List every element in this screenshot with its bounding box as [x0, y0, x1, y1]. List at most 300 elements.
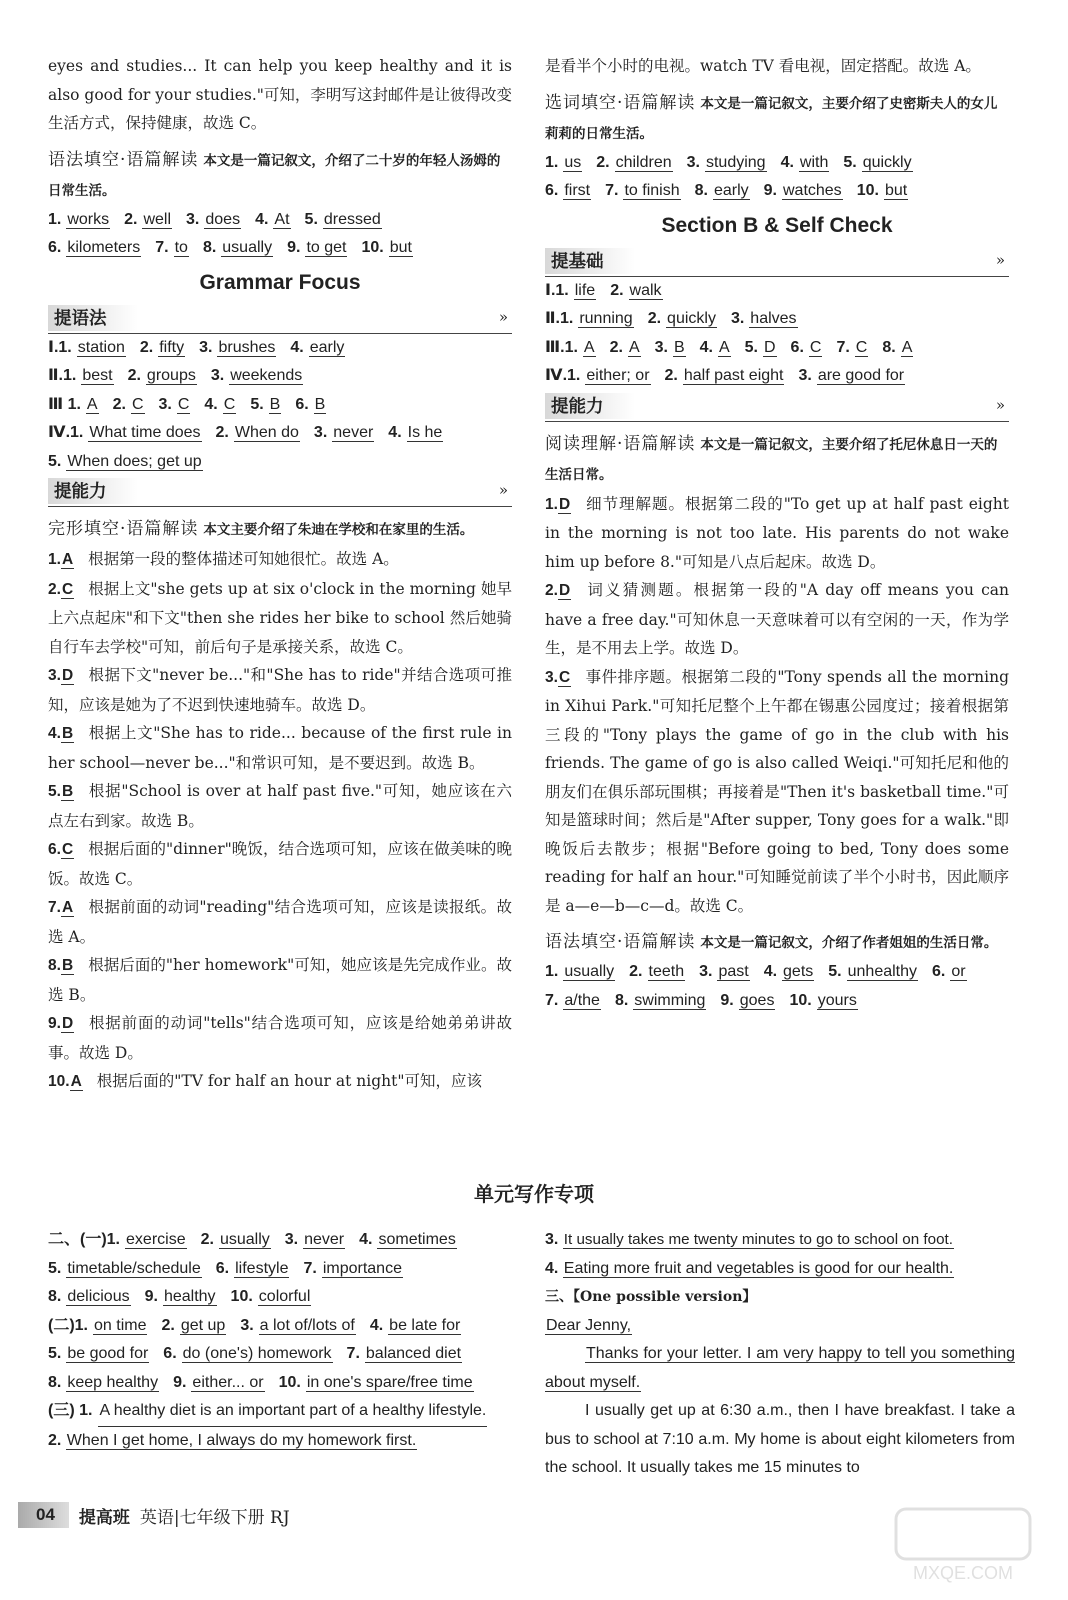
answer-item — [347, 1345, 463, 1362]
item-number: 2. — [161, 1316, 175, 1334]
item-number: 4. — [369, 1316, 384, 1334]
word-fill-intro — [545, 89, 1009, 149]
double-chevron-icon: » — [498, 307, 508, 326]
double-chevron-icon: » — [498, 481, 508, 499]
answer-text: on time — [94, 1316, 147, 1334]
answer-item — [48, 239, 141, 256]
intro-label: 语法填空·语篇解读 — [545, 932, 696, 952]
grammar-fill2-intro — [545, 928, 1009, 958]
item-number: 6. — [545, 182, 559, 199]
answer-text: does — [205, 210, 241, 228]
answer-text: colorful — [258, 1288, 311, 1305]
answer-item — [545, 992, 601, 1009]
sentence-text: Eating more fruit and vegetables is good for our health. — [563, 1259, 954, 1277]
answer-item — [295, 396, 326, 413]
explanation-text: 词义猜测题。根据第一段的"A day off means you can have a free day."可知休息一天意味着可以有空闲的一天，作为学生，是不用去上学。故选 D。 — [545, 581, 1009, 657]
item-number: 5. — [250, 395, 264, 413]
bar-label: 提语法 — [54, 308, 107, 329]
item-number: 2. — [664, 367, 678, 384]
answer-item — [48, 1345, 149, 1362]
answer-item — [250, 396, 281, 413]
reading-items — [545, 490, 1009, 921]
sentence-text: A healthy diet is an important part of a healthy lifestyle. — [98, 1397, 487, 1427]
answer-item — [128, 367, 197, 384]
answer-item — [231, 1288, 312, 1305]
answer-text: A — [628, 338, 640, 356]
answer-row — [48, 1283, 518, 1312]
section-bar — [545, 248, 1009, 277]
item-number: 2. — [124, 210, 138, 228]
item-number: 2. — [596, 153, 610, 171]
item-number: Ⅱ.1. — [545, 310, 574, 327]
item-number: 8. — [614, 991, 629, 1009]
answer-text: quickly — [667, 310, 716, 327]
item-number: 2. — [545, 582, 558, 599]
item-number: 4. — [545, 1259, 559, 1277]
answer-item — [932, 963, 967, 980]
answer-item — [828, 963, 918, 980]
answer-letter: C — [61, 580, 74, 598]
answer-item — [359, 1231, 457, 1248]
answer-row — [48, 1369, 518, 1398]
answer-item — [655, 339, 686, 356]
answer-item — [48, 453, 203, 470]
answer-letter: C — [61, 841, 74, 858]
answer-text: children — [615, 153, 672, 171]
sentence-text: It usually takes me twenty minutes to go to school on foot. — [563, 1231, 953, 1248]
explanation-text: 根据上文"she gets up at six o'clock in the morning 她早上六点起床"和下文"then she rides her bike to school 然后她骑自行车去学校"可知，前后句子是承接关系，故选 C。 — [48, 579, 512, 656]
answer-text: D — [763, 338, 776, 356]
item-number: Ⅲ.1. — [545, 338, 578, 356]
answer-text: A — [718, 338, 730, 356]
answer-text: dressed — [323, 210, 381, 228]
explanation-item — [48, 661, 512, 719]
item-number: 3. — [730, 310, 745, 327]
answer-row — [545, 305, 1009, 334]
answer-row — [545, 177, 1009, 206]
answer-letter: B — [61, 783, 74, 800]
item-number: 10. — [789, 991, 812, 1009]
explanation-item — [48, 1009, 512, 1067]
book-info: 英语|七年级下册 RJ — [139, 1507, 290, 1528]
double-chevron-icon: » — [995, 395, 1005, 414]
answer-item — [48, 424, 202, 441]
item-number: 9. — [763, 182, 777, 199]
item-number: 5. — [48, 1345, 62, 1362]
item-number: 1. — [545, 495, 558, 513]
answer-item — [843, 154, 912, 171]
item-number: 6. — [48, 841, 61, 858]
item-number: 7. — [155, 239, 169, 256]
answer-item — [687, 154, 767, 171]
item-number: 3. — [284, 1231, 299, 1248]
item-number: 4. — [780, 153, 794, 171]
answer-text: lifestyle — [235, 1259, 289, 1277]
answer-text: get up — [180, 1316, 226, 1334]
answer-text: C — [223, 395, 236, 413]
intro-label: 选词填空·语篇解读 — [545, 92, 696, 113]
answer-item — [370, 1317, 462, 1334]
item-number: 3. — [798, 367, 812, 384]
cloze-intro — [48, 515, 512, 545]
item-number: 3. — [313, 424, 328, 441]
answer-text: C — [855, 338, 868, 356]
explanation-text: 根据"School is over at half past five."可知，她应该在六点左右到家。故选 B。 — [48, 782, 512, 830]
answer-text: importance — [322, 1259, 402, 1277]
answer-text: goes — [739, 991, 775, 1009]
sentence-answer — [545, 1226, 1015, 1255]
answer-row — [545, 987, 1009, 1016]
answer-item — [545, 310, 634, 327]
item-number: 3. — [545, 668, 558, 686]
answer-text: delicious — [67, 1288, 130, 1305]
item-number: 2. — [215, 424, 229, 441]
item-number: 3. — [240, 1316, 254, 1334]
answer-text: works — [67, 210, 110, 228]
answer-item — [764, 963, 815, 980]
answer-item — [545, 367, 651, 384]
item-number: 8. — [48, 1373, 62, 1391]
item-number: (二)1. — [48, 1316, 89, 1334]
answer-item — [216, 1260, 290, 1277]
answer-item — [695, 182, 750, 199]
answer-text: studying — [705, 153, 766, 171]
answer-item — [545, 963, 615, 980]
answer-text: B — [673, 338, 685, 356]
item-number: 8. — [882, 338, 896, 356]
answer-text: usually — [222, 239, 273, 256]
greeting-text: Dear Jenny, — [546, 1316, 632, 1334]
item-number: 5. — [48, 1259, 62, 1277]
item-number: 5. — [828, 963, 842, 980]
answer-item — [798, 367, 905, 384]
answer-text: to finish — [624, 182, 680, 199]
answer-text: healthy — [163, 1288, 216, 1305]
item-number: Ⅰ.1. — [48, 338, 72, 356]
bar-label: 提能力 — [551, 396, 604, 417]
intro-text: 本文是一篇记叙文，介绍了作者姐姐的生活日常。 — [700, 935, 998, 951]
answer-text: either; or — [586, 367, 650, 384]
answer-text: usually — [219, 1231, 270, 1248]
answer-item — [745, 339, 777, 356]
answer-item — [159, 396, 191, 413]
answer-text: B — [269, 395, 281, 413]
sentence-answer — [48, 1427, 518, 1456]
writing-right-column — [545, 1226, 1015, 1483]
answer-item — [285, 1231, 345, 1248]
item-number: 6. — [163, 1345, 177, 1362]
answer-item — [699, 963, 750, 980]
answer-row — [545, 958, 1009, 987]
answer-letter: B — [61, 725, 74, 742]
item-number: 4. — [359, 1231, 373, 1248]
answer-text: to get — [306, 239, 347, 256]
answer-text: halves — [750, 310, 797, 327]
answer-text: to — [174, 239, 188, 256]
answer-row — [545, 362, 1009, 391]
item-number: 4. — [388, 424, 402, 441]
answer-item — [610, 282, 662, 299]
explanation-item — [545, 663, 1009, 921]
brand-label: 提高班 — [78, 1507, 130, 1528]
answer-row — [48, 1340, 518, 1369]
explanation-item — [545, 490, 1009, 577]
item-number: 9. — [287, 239, 301, 256]
answer-text: early — [713, 182, 749, 199]
item-number: 4. — [204, 395, 218, 413]
answer-item — [186, 211, 241, 228]
explanation-item — [48, 719, 512, 777]
answer-item — [731, 310, 798, 327]
answer-text: walk — [629, 281, 662, 299]
answer-row — [545, 149, 1009, 178]
answer-text: groups — [146, 367, 196, 384]
answer-item — [240, 1317, 356, 1334]
cloze-items — [48, 545, 512, 1097]
answer-item — [764, 182, 843, 199]
item-number: 5. — [744, 338, 758, 356]
answer-text: running — [579, 310, 633, 327]
item-number: 2. — [610, 281, 624, 299]
sentence-answer — [545, 1255, 1015, 1284]
explanation-text: 细节理解题。根据第二段的"To get up at half past eight in the morning is not too late. His parents do not wake him up before 8."可知是八点后起床。故选 D。 — [545, 494, 1009, 571]
item-number: 2. — [609, 338, 623, 356]
item-number: 7. — [545, 991, 559, 1009]
answer-text: A — [901, 338, 913, 356]
answer-item — [216, 424, 300, 441]
item-number: 3. — [699, 963, 713, 980]
answer-item — [48, 367, 114, 384]
answer-text: swimming — [634, 991, 706, 1009]
item-number: 5. — [843, 153, 857, 171]
answer-text: balanced diet — [365, 1345, 462, 1362]
explanation-text: 根据后面的"TV for half an hour at night"可知，应该 — [96, 1072, 482, 1090]
answer-item — [124, 211, 172, 228]
item-number: 2. — [629, 963, 643, 980]
answer-text: usually — [564, 963, 615, 980]
item-number: 7. — [346, 1345, 360, 1362]
item-number: 7. — [303, 1259, 317, 1277]
sentence-text: When I get home, I always do my homework first. — [66, 1431, 417, 1449]
item-number: 6. — [215, 1259, 230, 1277]
answer-item — [204, 396, 236, 413]
item-number: 4. — [763, 963, 778, 980]
answer-item — [48, 1317, 147, 1334]
item-number: 2. — [112, 395, 126, 413]
answer-item — [665, 367, 785, 384]
explanation-item — [48, 1067, 512, 1097]
item-number: Ⅲ 1. — [48, 395, 81, 413]
answer-text: keep healthy — [67, 1373, 159, 1391]
answer-item — [781, 154, 830, 171]
item-number: 10. — [278, 1373, 301, 1391]
item-number: 6. — [295, 395, 309, 413]
answer-row — [48, 391, 512, 420]
explanation-text: 根据前面的动词"tells"结合选项可知，应该是给她弟弟讲故事。故选 D。 — [48, 1014, 512, 1062]
answer-text: sometimes — [378, 1231, 456, 1248]
answer-item — [629, 963, 685, 980]
reading-intro — [545, 430, 1009, 490]
answer-text: or — [951, 963, 966, 980]
section-title-grammar-focus: Grammar Focus — [199, 270, 361, 294]
answer-item — [199, 339, 276, 356]
item-number: Ⅳ.1. — [545, 367, 581, 384]
item-number: 2. — [200, 1231, 214, 1248]
answer-item — [648, 310, 717, 327]
answer-item — [161, 1317, 226, 1334]
item-number: 5. — [304, 210, 318, 228]
item-number: 10. — [361, 239, 384, 256]
answer-row — [545, 277, 1009, 306]
answer-row — [48, 234, 512, 263]
item-number: 10. — [856, 182, 879, 199]
intro-text: 本文主要介绍了朱迪在学校和在家里的生活。 — [203, 522, 474, 538]
answer-text: When do — [234, 424, 299, 441]
answer-text: unhealthy — [847, 963, 918, 980]
item-number: 9. — [144, 1288, 158, 1305]
item-number: 二、(一)1. — [48, 1231, 121, 1248]
answer-item — [882, 339, 913, 356]
explanation-item — [545, 576, 1009, 663]
item-number: 5. — [48, 783, 61, 800]
answer-text: timetable/schedule — [67, 1259, 201, 1277]
answer-text: be good for — [67, 1345, 149, 1362]
answer-letter: D — [61, 1015, 74, 1032]
answer-text: are good for — [817, 367, 905, 384]
intro-text: 本文是一篇记叙文，主要介绍了托尼休息日一天的生活日常。 — [545, 436, 998, 483]
item-number: 3. — [210, 367, 225, 384]
item-number: 2. — [48, 1431, 62, 1449]
answer-item — [203, 239, 273, 256]
item-number: 1. — [545, 153, 559, 171]
answer-item — [303, 1260, 403, 1277]
answer-item — [145, 1288, 217, 1305]
answer-text: yours — [817, 991, 857, 1009]
answer-item — [48, 1374, 159, 1391]
item-number: 3. — [158, 395, 172, 413]
answer-item — [48, 1260, 202, 1277]
item-number: 4. — [48, 725, 61, 742]
intro-label: 阅读理解·语篇解读 — [545, 433, 696, 454]
item-number: 7. — [836, 338, 850, 356]
answer-row — [48, 1255, 518, 1284]
item-number: 3. — [686, 153, 700, 171]
item-number: 4. — [255, 210, 269, 228]
item-number: 6. — [790, 338, 804, 356]
answer-item — [173, 1374, 265, 1391]
answer-letter: A — [70, 1073, 82, 1090]
answer-text: B — [314, 395, 326, 413]
answer-item — [48, 1288, 131, 1305]
answer-text: never — [304, 1231, 345, 1248]
item-number: Ⅰ.1. — [545, 281, 569, 299]
letter-greeting — [545, 1312, 1015, 1341]
answer-item — [596, 154, 672, 171]
right-continued-paragraph: 是看半个小时的电视。watch TV 看电视，固定搭配。故选 A。 — [545, 57, 981, 75]
answer-text: C — [177, 395, 190, 413]
answer-text: When does; get up — [67, 452, 202, 470]
item-number: 9. — [720, 991, 734, 1009]
answer-item — [545, 339, 596, 356]
answer-letter: D — [558, 495, 571, 513]
answer-item — [314, 424, 374, 441]
answer-text: gets — [783, 963, 814, 980]
section-bar — [48, 305, 512, 334]
answer-item — [700, 339, 731, 356]
intro-text: 本文是一篇记叙文，介绍了二十岁的年轻人汤姆的日常生活。 — [48, 152, 501, 199]
writing-section-title: 单元写作专项 — [474, 1182, 594, 1206]
item-number: 3. — [545, 1231, 559, 1248]
letter-paragraph-2: I usually get up at 6:30 a.m., then I have breakfast. I take a bus to school at 7:10 a.m. My home is about eight kilometers from the school. It usually takes me 15 minutes to — [545, 1402, 1015, 1476]
answer-row — [48, 334, 512, 363]
section-bar — [545, 393, 1009, 422]
answer-row — [48, 1226, 518, 1255]
explanation-text: 根据后面的"her homework"可知，她应该是先完成作业。故选 B。 — [48, 956, 512, 1004]
answer-text: C — [809, 338, 822, 356]
answer-letter: A — [61, 899, 74, 916]
answer-text: either... or — [192, 1373, 264, 1391]
item-number: 2. — [127, 367, 141, 384]
item-number: 3. — [186, 210, 200, 228]
explanation-item — [48, 777, 512, 835]
item-number: 3. — [654, 338, 668, 356]
left-continued-paragraph: eyes and studies... It can help you keep healthy and it is also good for your studies."可知，李明写这封邮件是让彼得改变生活方式，保持健康，故选 C。 — [48, 57, 512, 132]
answer-item — [545, 154, 582, 171]
item-number: 1. — [545, 963, 559, 980]
writing-left-column — [48, 1226, 518, 1455]
answer-text: but — [884, 182, 908, 199]
answer-text: well — [143, 210, 172, 228]
item-number: 6. — [932, 963, 946, 980]
answer-letter: D — [558, 582, 571, 599]
item-number: 7. — [605, 182, 619, 199]
answer-text: kilometers — [67, 239, 141, 256]
answer-letter: D — [61, 667, 74, 684]
answer-item — [361, 239, 413, 256]
answer-text: never — [333, 424, 374, 441]
intro-text: 本文是一篇记叙文，主要介绍了史密斯夫人的女儿莉莉的日常生活。 — [545, 95, 998, 142]
answer-letter: A — [61, 551, 74, 568]
answer-item — [605, 182, 680, 199]
watermark-logo — [888, 1505, 1038, 1585]
explanation-item — [48, 835, 512, 893]
answer-text: with — [799, 153, 829, 171]
item-number: Ⅳ.1. — [48, 424, 84, 441]
answer-text: quickly — [862, 153, 912, 171]
item-number: 8. — [694, 182, 708, 199]
answer-item — [836, 339, 868, 356]
answer-text: a lot of/lots of — [259, 1316, 355, 1334]
answer-text: Is he — [407, 424, 443, 441]
item-number: 3. — [48, 667, 61, 684]
explanation-text: 根据第一段的整体描述可知她很忙。故选 A。 — [88, 550, 399, 568]
answer-text: half past eight — [683, 367, 784, 384]
answer-text: exercise — [126, 1231, 186, 1248]
answer-item — [857, 182, 909, 199]
answer-item — [305, 211, 382, 228]
answer-text: A — [86, 395, 98, 413]
page-footer — [18, 1502, 290, 1528]
explanation-item — [48, 951, 512, 1009]
answer-item — [545, 282, 596, 299]
watermark-text: MXQE.COM — [912, 1563, 1014, 1583]
answer-text: in one's spare/free time — [306, 1373, 473, 1391]
grammar-fill-intro — [48, 146, 512, 206]
item-number: 9. — [173, 1373, 187, 1391]
explanation-text: 根据上文"She has to ride... because of the first rule in her school—never be..."和常识可知，是不要迟到。故选 B。 — [48, 724, 512, 772]
answer-text: do (one's) homework — [182, 1345, 332, 1362]
answer-text: life — [574, 281, 596, 299]
